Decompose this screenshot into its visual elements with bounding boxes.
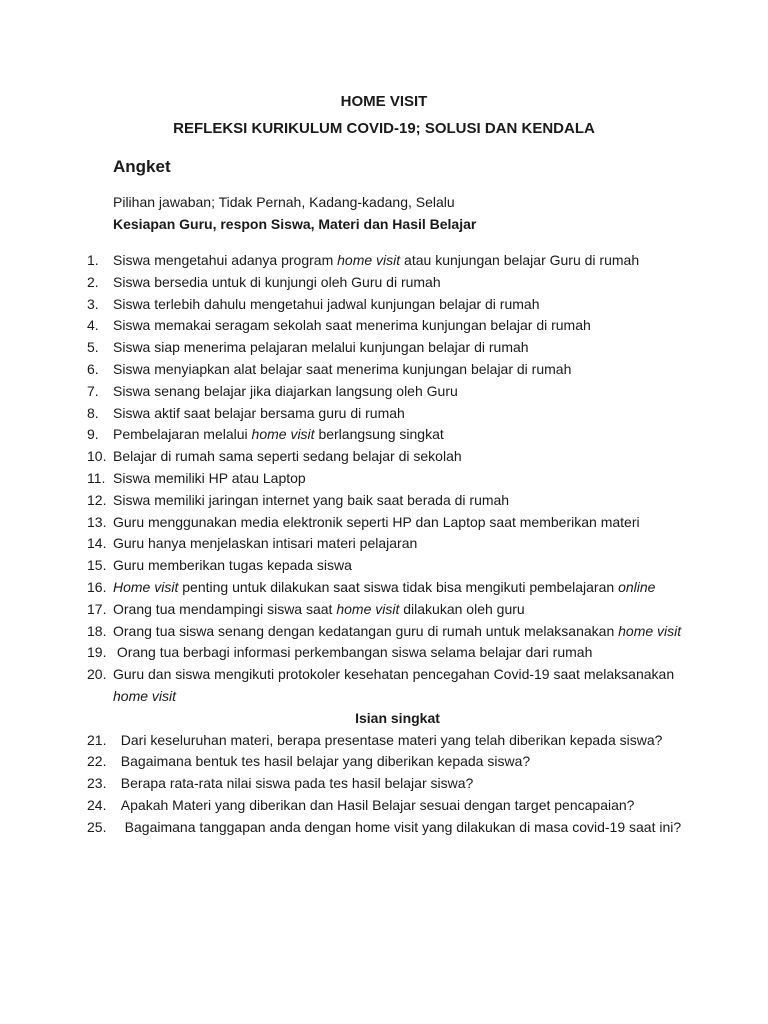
item-text: Bagaimana bentuk tes hasil belajar yang diberikan kepada siswa? xyxy=(113,753,531,770)
text-part: Pembelajaran melalui xyxy=(113,426,252,443)
list-item xyxy=(87,381,682,403)
text-part: Siswa aktif saat belajar bersama guru di rumah xyxy=(113,404,405,421)
text-part: Guru menggunakan media elektronik seperti HP dan Laptop saat memberikan materi xyxy=(113,513,640,530)
list-item xyxy=(87,555,682,577)
list-item xyxy=(87,817,682,839)
italic-term: home visit xyxy=(336,600,400,617)
list-item xyxy=(87,642,682,664)
italic-term: home visit xyxy=(618,622,682,639)
item-text: Apakah Materi yang diberikan dan Hasil Belajar sesuai dengan target pencapaian? xyxy=(113,796,635,813)
item-text xyxy=(113,315,682,337)
item-number: 20. xyxy=(87,666,107,683)
item-text xyxy=(113,577,682,599)
item-number: 21. xyxy=(87,731,107,748)
list-item xyxy=(87,359,682,381)
item-text xyxy=(113,599,682,621)
item-text: Berapa rata-rata nilai siswa pada tes hasil belajar siswa? xyxy=(113,775,474,792)
text-part: Siswa memakai seragam sekolah saat menerima kunjungan belajar di rumah xyxy=(113,317,591,334)
text-part: Guru dan siswa mengikuti protokoler kesehatan pencegahan Covid-19 saat melaksanakan xyxy=(113,666,679,683)
list-item xyxy=(87,577,682,599)
list-item xyxy=(87,621,682,643)
section-title: Angket xyxy=(113,157,171,176)
text-part: Orang tua berbagi informasi perkembangan siswa selama belajar dari rumah xyxy=(113,644,593,661)
list-item xyxy=(87,751,682,773)
item-number: 23. xyxy=(87,775,107,792)
item-number: 13. xyxy=(87,513,107,530)
item-number: 24. xyxy=(87,796,107,813)
text-part: Siswa siap menerima pelajaran melalui kunjungan belajar di rumah xyxy=(113,339,529,356)
italic-term: online xyxy=(618,578,656,595)
item-text xyxy=(113,664,682,708)
answer-options: Pilihan jawaban; Tidak Pernah, Kadang-kadang, Selalu xyxy=(113,194,455,210)
item-number: 5. xyxy=(87,339,99,356)
text-part: Belajar di rumah sama seperti sedang belajar di sekolah xyxy=(113,448,462,465)
item-text: Bagaimana tanggapan anda dengan home visit yang dilakukan di masa covid-19 saat ini? xyxy=(113,818,682,835)
text-part: dilakukan oleh guru xyxy=(399,600,525,617)
item-text xyxy=(113,490,682,512)
item-number: 14. xyxy=(87,535,107,552)
item-number: 4. xyxy=(87,317,99,334)
list-item xyxy=(87,272,682,294)
item-text xyxy=(113,555,682,577)
italic-term: home visit xyxy=(251,426,315,443)
item-number: 19. xyxy=(87,644,107,661)
text-part: Siswa terlebih dahulu mengetahui jadwal kunjungan belajar di rumah xyxy=(113,295,540,312)
list-item xyxy=(87,468,682,490)
document-subtitle: REFLEKSI KURIKULUM COVID-19; SOLUSI DAN KENDALA xyxy=(173,120,595,137)
item-text xyxy=(113,512,682,534)
item-text xyxy=(113,381,682,403)
item-text xyxy=(113,621,682,643)
list-item xyxy=(87,773,682,795)
text-part: Orang tua mendampingi siswa saat xyxy=(113,600,337,617)
item-number: 9. xyxy=(87,426,99,443)
item-number: 15. xyxy=(87,557,107,574)
item-text xyxy=(113,272,682,294)
list-item xyxy=(87,730,682,752)
item-number: 10. xyxy=(87,448,107,465)
italic-term: home visit xyxy=(337,252,401,268)
item-text xyxy=(113,468,682,490)
item-number: 12. xyxy=(87,491,107,508)
item-number: 6. xyxy=(87,360,99,377)
list-item xyxy=(87,424,682,446)
item-number: 16. xyxy=(87,578,107,595)
list-item xyxy=(87,315,682,337)
text-part: penting untuk dilakukan saat siswa tidak bisa mengikuti pembelajaran xyxy=(178,578,619,595)
list-item xyxy=(87,664,682,708)
item-text xyxy=(113,250,682,272)
item-number: 17. xyxy=(87,600,107,617)
list-item xyxy=(87,490,682,512)
item-number: 11. xyxy=(87,469,106,486)
item-number: 8. xyxy=(87,404,99,421)
list-item xyxy=(87,533,682,555)
text-part: Siswa senang belajar jika diajarkan langsung oleh Guru xyxy=(113,382,458,399)
text-part: atau kunjungan belajar Guru di rumah xyxy=(400,252,640,268)
question-list xyxy=(87,250,682,839)
italic-term: Home visit xyxy=(113,578,179,595)
item-number: 7. xyxy=(87,382,99,399)
item-number: 1. xyxy=(87,252,99,268)
item-text xyxy=(113,533,682,555)
document-title: HOME VISIT xyxy=(340,93,428,110)
item-number: 18. xyxy=(87,622,107,639)
item-number: 2. xyxy=(87,273,99,290)
italic-term: home visit xyxy=(113,687,177,704)
item-number: 22. xyxy=(87,753,107,770)
subheading: Kesiapan Guru, respon Siswa, Materi dan Hasil Belajar xyxy=(113,216,477,232)
item-text xyxy=(113,359,682,381)
item-number: 3. xyxy=(87,295,99,312)
text-part: berlangsung singkat xyxy=(314,426,444,443)
item-text xyxy=(113,337,682,359)
text-part: Orang tua siswa senang dengan kedatangan guru di rumah untuk melaksanakan xyxy=(113,622,619,639)
text-part: Siswa mengetahui adanya program xyxy=(113,252,338,268)
text-part: Siswa memiliki jaringan internet yang baik saat berada di rumah xyxy=(113,491,510,508)
text-part: Siswa menyiapkan alat belajar saat menerima kunjungan belajar di rumah xyxy=(113,360,572,377)
text-part: Guru hanya menjelaskan intisari materi pelajaran xyxy=(113,535,418,552)
item-text xyxy=(113,446,682,468)
item-text: Dari keseluruhan materi, berapa presentase materi yang telah diberikan kepada siswa? xyxy=(113,731,663,748)
item-text xyxy=(113,642,682,664)
list-item xyxy=(87,599,682,621)
list-item xyxy=(87,512,682,534)
text-part: Guru memberikan tugas kepada siswa xyxy=(113,557,352,574)
text-part: Siswa bersedia untuk di kunjungi oleh Guru di rumah xyxy=(113,273,441,290)
list-item xyxy=(87,403,682,425)
item-text xyxy=(113,294,682,316)
list-item xyxy=(87,337,682,359)
item-number: 25. xyxy=(87,818,107,835)
list-item xyxy=(87,250,682,272)
item-text xyxy=(113,424,682,446)
list-item xyxy=(87,446,682,468)
text-part: Siswa memiliki HP atau Laptop xyxy=(113,469,306,486)
item-text xyxy=(113,403,682,425)
list-item xyxy=(87,795,682,817)
isian-heading: Isian singkat xyxy=(355,709,440,726)
list-item xyxy=(87,294,682,316)
